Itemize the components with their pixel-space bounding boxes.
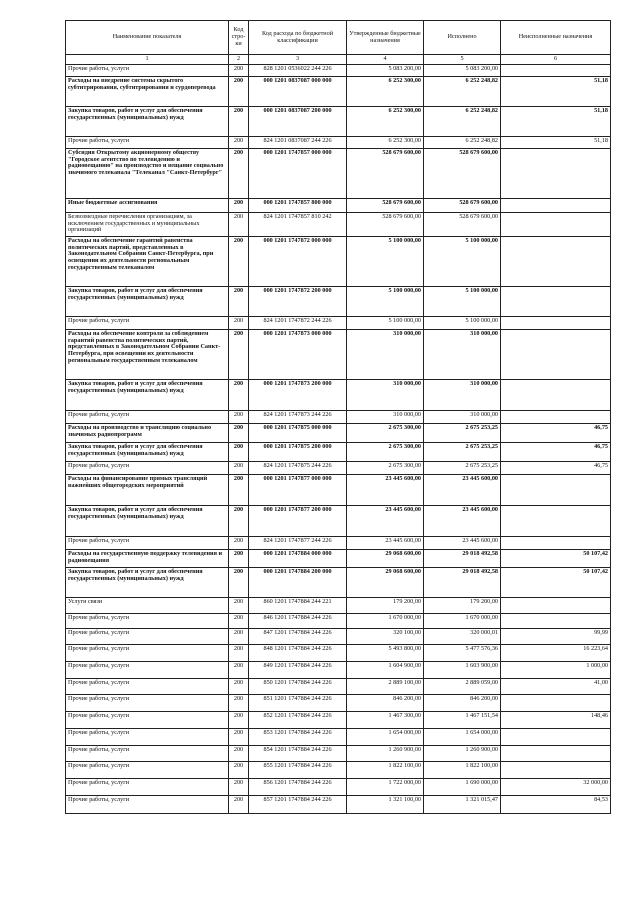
row-approved: 2 675 300,00 (347, 462, 424, 475)
row-executed: 6 252 248,82 (424, 77, 501, 107)
table-row (66, 679, 611, 695)
row-unexecuted (501, 506, 611, 537)
row-kbk-code: 000 1201 1747884 200 000 (249, 568, 347, 598)
table-row (66, 287, 611, 317)
col-number: 3 (249, 55, 347, 65)
row-unexecuted: 16 223,64 (501, 645, 611, 662)
row-executed: 846 200,00 (424, 695, 501, 712)
row-name: Прочие работы, услуги (66, 712, 229, 729)
row-kbk-code: 854 1201 1747884 244 226 (249, 746, 347, 762)
row-kbk-code: 857 1201 1747884 244 226 (249, 796, 347, 814)
row-executed: 5 100 000,00 (424, 287, 501, 317)
row-approved: 846 200,00 (347, 695, 424, 712)
row-approved: 310 000,00 (347, 380, 424, 411)
row-unexecuted (501, 149, 611, 199)
row-line-code: 200 (229, 213, 249, 237)
table-row (66, 380, 611, 411)
row-line-code: 200 (229, 237, 249, 287)
row-kbk-code: 824 1201 1747877 244 226 (249, 537, 347, 550)
row-line-code: 200 (229, 729, 249, 746)
row-executed: 310 000,00 (424, 380, 501, 411)
row-kbk-code: 850 1201 1747884 244 226 (249, 679, 347, 695)
row-name: Расходы на внедрение системы скрытого субтитрирования, субтитрирования и сурдоперевода (66, 77, 229, 107)
row-line-code: 200 (229, 598, 249, 614)
header-unexecuted: Неисполненные назначения (501, 21, 611, 55)
row-line-code: 200 (229, 330, 249, 380)
table-row (66, 568, 611, 598)
table-row (66, 462, 611, 475)
row-executed: 1 603 900,00 (424, 662, 501, 679)
row-line-code: 200 (229, 645, 249, 662)
row-executed: 5 083 200,00 (424, 65, 501, 77)
table-row (66, 629, 611, 645)
row-line-code: 200 (229, 712, 249, 729)
row-unexecuted (501, 65, 611, 77)
row-name: Прочие работы, услуги (66, 695, 229, 712)
row-unexecuted (501, 598, 611, 614)
row-line-code: 200 (229, 287, 249, 317)
row-name: Прочие работы, услуги (66, 629, 229, 645)
header-executed: Исполнено (424, 21, 501, 55)
row-line-code: 200 (229, 317, 249, 330)
row-line-code: 200 (229, 462, 249, 475)
table-header (66, 21, 611, 65)
table-row (66, 213, 611, 237)
row-kbk-code: 824 1201 1747875 244 226 (249, 462, 347, 475)
row-approved: 1 321 100,00 (347, 796, 424, 814)
table-row (66, 77, 611, 107)
row-name: Прочие работы, услуги (66, 614, 229, 629)
row-approved: 528 679 600,00 (347, 199, 424, 213)
row-name: Прочие работы, услуги (66, 537, 229, 550)
row-name: Иные бюджетные ассигнования (66, 199, 229, 213)
table-row (66, 662, 611, 679)
row-executed: 1 260 900,00 (424, 746, 501, 762)
row-kbk-code: 828 1201 0536022 244 226 (249, 65, 347, 77)
row-name: Прочие работы, услуги (66, 645, 229, 662)
row-executed: 1 654 000,00 (424, 729, 501, 746)
table-row (66, 443, 611, 462)
row-line-code: 200 (229, 411, 249, 424)
row-line-code: 200 (229, 506, 249, 537)
col-number: 5 (424, 55, 501, 65)
header-name: Наименование показателя (66, 21, 229, 55)
row-approved: 6 252 300,00 (347, 77, 424, 107)
table-row (66, 695, 611, 712)
table-row (66, 712, 611, 729)
row-kbk-code: 856 1201 1747884 244 226 (249, 779, 347, 796)
header-approved: Утвержденные бюджетные назначения (347, 21, 424, 55)
header-kbk: Код расхода по бюджетной классификации (249, 21, 347, 55)
row-kbk-code: 848 1201 1747884 244 226 (249, 645, 347, 662)
row-executed: 6 252 248,82 (424, 137, 501, 149)
row-kbk-code: 847 1201 1747884 244 226 (249, 629, 347, 645)
row-name: Прочие работы, услуги (66, 796, 229, 814)
table-row (66, 506, 611, 537)
row-unexecuted (501, 729, 611, 746)
row-kbk-code: 000 1201 1747873 200 000 (249, 380, 347, 411)
row-line-code: 200 (229, 779, 249, 796)
table-row (66, 475, 611, 506)
row-name: Прочие работы, услуги (66, 137, 229, 149)
row-unexecuted: 46,75 (501, 462, 611, 475)
row-executed: 320 000,01 (424, 629, 501, 645)
row-name: Безвозмездные перечисления организациям, за исключением государственных и муниципальных организаций (66, 213, 229, 237)
row-name: Прочие работы, услуги (66, 729, 229, 746)
row-unexecuted: 51,18 (501, 137, 611, 149)
row-approved: 23 445 600,00 (347, 537, 424, 550)
row-executed: 5 477 576,36 (424, 645, 501, 662)
row-kbk-code: 000 1201 1747857 800 000 (249, 199, 347, 213)
row-name: Прочие работы, услуги (66, 662, 229, 679)
row-name: Расходы на финансирование прямых трансляций важнейших общегородских мероприятий (66, 475, 229, 506)
row-line-code: 200 (229, 380, 249, 411)
row-executed: 23 445 600,00 (424, 506, 501, 537)
row-kbk-code: 860 1201 1747884 244 221 (249, 598, 347, 614)
row-name: Закупка товаров, работ и услуг для обеспечения государственных (муниципальных) нужд (66, 380, 229, 411)
table-row (66, 645, 611, 662)
table-row (66, 796, 611, 814)
row-unexecuted (501, 287, 611, 317)
row-executed: 5 100 000,00 (424, 237, 501, 287)
row-executed: 310 000,00 (424, 411, 501, 424)
row-approved: 5 083 200,00 (347, 65, 424, 77)
row-approved: 6 252 300,00 (347, 137, 424, 149)
row-line-code: 200 (229, 796, 249, 814)
row-kbk-code: 000 1201 1747875 200 000 (249, 443, 347, 462)
table-row (66, 537, 611, 550)
row-unexecuted: 46,75 (501, 443, 611, 462)
row-approved: 2 675 300,00 (347, 443, 424, 462)
col-number: 4 (347, 55, 424, 65)
row-kbk-code: 000 1201 0837087 200 000 (249, 107, 347, 137)
table-row (66, 424, 611, 443)
row-line-code: 200 (229, 762, 249, 779)
table-row (66, 762, 611, 779)
row-executed: 310 000,00 (424, 330, 501, 380)
row-unexecuted (501, 237, 611, 287)
row-executed: 29 018 492,58 (424, 568, 501, 598)
col-number: 2 (229, 55, 249, 65)
row-kbk-code: 824 1201 0837087 244 226 (249, 137, 347, 149)
table-row (66, 317, 611, 330)
row-kbk-code: 824 1201 1747873 244 226 (249, 411, 347, 424)
row-kbk-code: 000 1201 1747877 200 000 (249, 506, 347, 537)
table-row (66, 330, 611, 380)
row-line-code: 200 (229, 199, 249, 213)
row-approved: 5 493 800,00 (347, 645, 424, 662)
row-kbk-code: 855 1201 1747884 244 226 (249, 762, 347, 779)
row-approved: 5 100 000,00 (347, 317, 424, 330)
row-name: Закупка товаров, работ и услуг для обеспечения государственных (муниципальных) нужд (66, 287, 229, 317)
row-approved: 2 889 100,00 (347, 679, 424, 695)
row-line-code: 200 (229, 107, 249, 137)
col-number: 6 (501, 55, 611, 65)
row-name: Прочие работы, услуги (66, 779, 229, 796)
row-name: Закупка товаров, работ и услуг для обеспечения государственных (муниципальных) нужд (66, 568, 229, 598)
row-unexecuted: 84,53 (501, 796, 611, 814)
row-approved: 310 000,00 (347, 330, 424, 380)
row-line-code: 200 (229, 746, 249, 762)
row-unexecuted (501, 330, 611, 380)
row-line-code: 200 (229, 475, 249, 506)
table-row (66, 149, 611, 199)
row-executed: 2 675 253,25 (424, 424, 501, 443)
row-unexecuted (501, 411, 611, 424)
row-approved: 528 679 600,00 (347, 149, 424, 199)
row-approved: 1 467 300,00 (347, 712, 424, 729)
row-kbk-code: 846 1201 1747884 244 226 (249, 614, 347, 629)
row-executed: 23 445 600,00 (424, 475, 501, 506)
row-executed: 2 889 059,00 (424, 679, 501, 695)
column-number-row (66, 55, 611, 65)
row-kbk-code: 000 1201 1747884 000 000 (249, 550, 347, 568)
row-unexecuted (501, 537, 611, 550)
row-line-code: 200 (229, 568, 249, 598)
row-kbk-code: 824 1201 1747857 810 242 (249, 213, 347, 237)
col-number: 1 (66, 55, 229, 65)
row-name: Прочие работы, услуги (66, 462, 229, 475)
row-line-code: 200 (229, 614, 249, 629)
table-row (66, 65, 611, 77)
row-executed: 528 679 600,00 (424, 213, 501, 237)
row-approved: 528 679 600,00 (347, 213, 424, 237)
row-approved: 29 068 600,00 (347, 550, 424, 568)
row-kbk-code: 824 1201 1747872 244 226 (249, 317, 347, 330)
table-row (66, 137, 611, 149)
table-row (66, 779, 611, 796)
row-approved: 320 100,00 (347, 629, 424, 645)
row-name: Прочие работы, услуги (66, 762, 229, 779)
table-row (66, 411, 611, 424)
row-approved: 2 675 300,00 (347, 424, 424, 443)
row-executed: 2 675 253,25 (424, 462, 501, 475)
row-approved: 23 445 600,00 (347, 506, 424, 537)
row-name: Прочие работы, услуги (66, 65, 229, 77)
row-approved: 5 100 000,00 (347, 287, 424, 317)
table-row (66, 199, 611, 213)
row-executed: 1 690 000,00 (424, 779, 501, 796)
row-name: Субсидия Открытому акционерному обществу "Городское агентство по телевидению и радиовещанию" на производство и вещание социально значимого телеканала "Телеканал "Санкт-Петербург" (66, 149, 229, 199)
table-row (66, 107, 611, 137)
row-executed: 5 100 000,00 (424, 317, 501, 330)
row-name: Прочие работы, услуги (66, 411, 229, 424)
row-approved: 29 068 600,00 (347, 568, 424, 598)
row-approved: 1 822 100,00 (347, 762, 424, 779)
row-approved: 5 100 000,00 (347, 237, 424, 287)
row-kbk-code: 000 1201 1747872 200 000 (249, 287, 347, 317)
row-approved: 6 252 300,00 (347, 107, 424, 137)
table-row (66, 598, 611, 614)
row-approved: 310 000,00 (347, 411, 424, 424)
table-row (66, 746, 611, 762)
row-kbk-code: 852 1201 1747884 244 226 (249, 712, 347, 729)
row-line-code: 200 (229, 424, 249, 443)
row-unexecuted: 32 000,00 (501, 779, 611, 796)
row-name: Прочие работы, услуги (66, 746, 229, 762)
row-unexecuted (501, 695, 611, 712)
row-name: Услуги связи (66, 598, 229, 614)
row-kbk-code: 000 1201 1747877 000 000 (249, 475, 347, 506)
row-name: Закупка товаров, работ и услуг для обеспечения государственных (муниципальных) нужд (66, 107, 229, 137)
row-line-code: 200 (229, 550, 249, 568)
row-executed: 1 467 151,54 (424, 712, 501, 729)
row-kbk-code: 851 1201 1747884 244 226 (249, 695, 347, 712)
row-executed: 6 252 248,82 (424, 107, 501, 137)
row-unexecuted: 51,18 (501, 107, 611, 137)
row-unexecuted (501, 475, 611, 506)
row-unexecuted (501, 746, 611, 762)
row-name: Расходы на государственную поддержку телевидения и радиовещания (66, 550, 229, 568)
row-name: Расходы на обеспечение гарантий равенства политических партий, представленных в Законодательном Собрании Санкт-Петербурга, при освещении их деятельности региональным государственным телеканалом (66, 237, 229, 287)
row-line-code: 200 (229, 629, 249, 645)
row-executed: 528 679 600,00 (424, 149, 501, 199)
row-unexecuted: 1 000,00 (501, 662, 611, 679)
row-approved: 1 604 900,00 (347, 662, 424, 679)
row-name: Закупка товаров, работ и услуг для обеспечения государственных (муниципальных) нужд (66, 443, 229, 462)
row-line-code: 200 (229, 149, 249, 199)
row-unexecuted: 50 107,42 (501, 550, 611, 568)
row-approved: 179 200,00 (347, 598, 424, 614)
table-row (66, 237, 611, 287)
row-name: Прочие работы, услуги (66, 679, 229, 695)
row-approved: 1 722 000,00 (347, 779, 424, 796)
header-row (66, 21, 611, 55)
row-unexecuted (501, 199, 611, 213)
row-unexecuted: 99,99 (501, 629, 611, 645)
row-unexecuted: 46,75 (501, 424, 611, 443)
row-unexecuted (501, 213, 611, 237)
row-unexecuted: 51,18 (501, 77, 611, 107)
row-kbk-code: 000 1201 1747873 000 000 (249, 330, 347, 380)
row-unexecuted: 41,00 (501, 679, 611, 695)
header-line-code: Код стро-ки (229, 21, 249, 55)
row-line-code: 200 (229, 537, 249, 550)
row-executed: 29 018 492,58 (424, 550, 501, 568)
row-approved: 23 445 600,00 (347, 475, 424, 506)
row-line-code: 200 (229, 77, 249, 107)
row-line-code: 200 (229, 679, 249, 695)
row-executed: 23 445 600,00 (424, 537, 501, 550)
row-name: Прочие работы, услуги (66, 317, 229, 330)
row-name: Расходы на производство и трансляцию социально значимых радиопрограмм (66, 424, 229, 443)
row-approved: 1 670 000,00 (347, 614, 424, 629)
row-executed: 2 675 253,25 (424, 443, 501, 462)
row-executed: 528 679 600,00 (424, 199, 501, 213)
row-line-code: 200 (229, 662, 249, 679)
row-kbk-code: 849 1201 1747884 244 226 (249, 662, 347, 679)
row-name: Расходы на обеспечение контроля за соблюдением гарантий равенства политических партий, представленных в Законодательном Собрании Санкт-Петербурга, при освещении их деятельности региональным государственным телеканалом (66, 330, 229, 380)
row-unexecuted (501, 762, 611, 779)
row-name: Закупка товаров, работ и услуг для обеспечения государственных (муниципальных) нужд (66, 506, 229, 537)
row-unexecuted (501, 317, 611, 330)
table-row (66, 614, 611, 629)
row-line-code: 200 (229, 137, 249, 149)
row-line-code: 200 (229, 65, 249, 77)
row-kbk-code: 000 1201 1747872 000 000 (249, 237, 347, 287)
row-kbk-code: 853 1201 1747884 244 226 (249, 729, 347, 746)
row-unexecuted: 50 107,42 (501, 568, 611, 598)
row-unexecuted (501, 614, 611, 629)
row-kbk-code: 000 1201 1747857 000 000 (249, 149, 347, 199)
row-executed: 179 200,00 (424, 598, 501, 614)
table-body (66, 65, 611, 814)
budget-execution-table (65, 20, 611, 814)
row-unexecuted (501, 380, 611, 411)
row-line-code: 200 (229, 443, 249, 462)
row-approved: 1 260 900,00 (347, 746, 424, 762)
row-executed: 1 822 100,00 (424, 762, 501, 779)
row-kbk-code: 000 1201 1747875 000 000 (249, 424, 347, 443)
table-row (66, 550, 611, 568)
table-row (66, 729, 611, 746)
row-line-code: 200 (229, 695, 249, 712)
row-kbk-code: 000 1201 0837087 000 000 (249, 77, 347, 107)
row-approved: 1 654 000,00 (347, 729, 424, 746)
row-executed: 1 670 000,00 (424, 614, 501, 629)
row-unexecuted: 148,46 (501, 712, 611, 729)
row-executed: 1 321 015,47 (424, 796, 501, 814)
